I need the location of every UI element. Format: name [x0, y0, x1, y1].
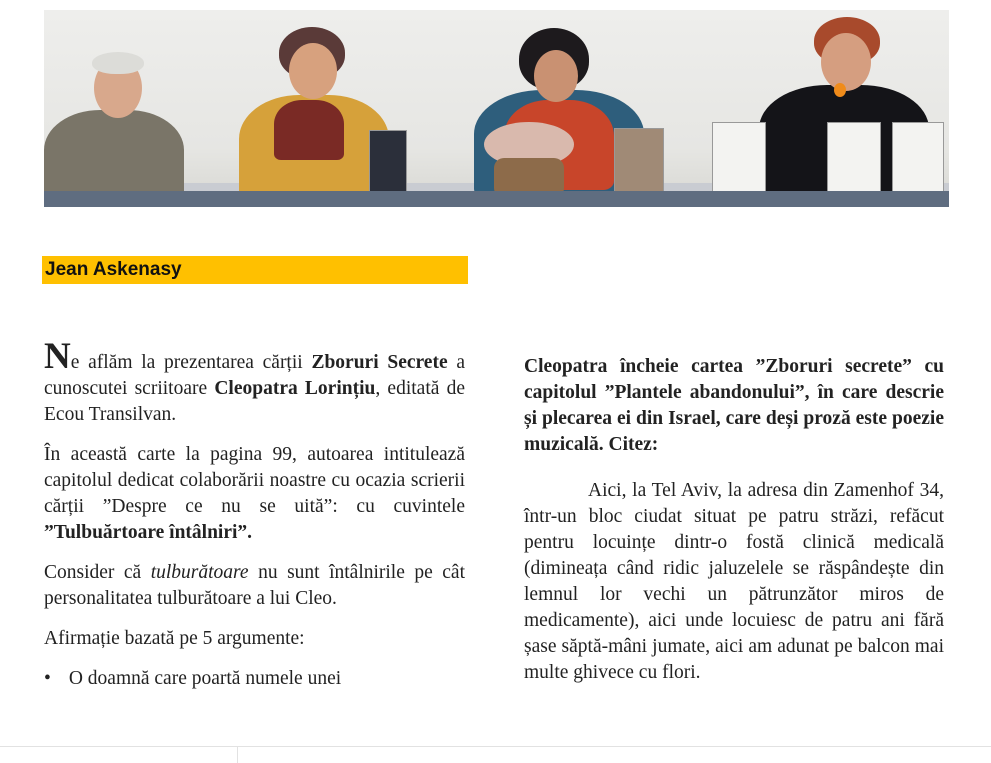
- left-column: [44, 336, 466, 692]
- book-stand-1: [712, 122, 766, 194]
- paragraph-chapter: În această carte la pagina 99, autoarea intitulează capitolul dedicat colaborării noastre cu ocazia scrierii cărții ”Despre ce nu se uită”: cu cuvintele ”Tulbuărtoare întâlniri”.: [44, 444, 465, 543]
- chapter-title: ”Tulbuărtoare întâlniri”.: [44, 522, 253, 543]
- person-man-left: [44, 50, 204, 207]
- bullet-icon: •: [44, 668, 51, 689]
- book-title: Zboruri Secrete: [311, 352, 448, 373]
- list-item: • O doamnă care poartă numele unei: [44, 666, 465, 692]
- book-stand-2: [827, 122, 881, 194]
- book-photo: [614, 128, 664, 200]
- paragraph-consider: Consider că tulburătoare nu sunt întâlnirile pe cât personalitatea tulburătoare a lui Cleo.: [44, 562, 465, 609]
- drop-cap: N: [44, 336, 71, 377]
- right-column: [524, 354, 944, 700]
- paragraph-quote: Aici, la Tel Aviv, la adresa din Zamenhof 34, într-un bloc ciudat situat pe patru străzi, refăcut pentru locuințe dintr-o fostă clinică medicală (dimineața când ridic jaluzelele se răspândește din lemnul lor vechi un pătrunzător miros de medicamente), aici unde locuiesc de patru ani fără șase săptă-mâni jumate, aici am adunat pe balcon mai multe ghivece cu flori.: [524, 480, 944, 683]
- paragraph-intro: Ne aflăm la prezentarea cărții Zboruri Secrete a cunoscutei scriitoare Cleopatra Lorințiu, editată de Ecou Transilvan.: [44, 336, 466, 425]
- event-photo: [44, 10, 949, 207]
- paragraph-closing: Cleopatra încheie cartea ”Zboruri secrete” cu capitolul ”Plantele abandonului”, în care descrie și plecarea ei din Israel, care deși proză este poezie muzicală. Citez:: [524, 356, 944, 455]
- book-stand-3: [892, 122, 944, 194]
- table: [44, 191, 949, 207]
- page-divider-tick: [237, 746, 238, 763]
- page-divider: [0, 746, 991, 747]
- author-name: Jean Askenasy: [42, 256, 468, 284]
- paragraph-arguments: Afirmație bazată pe 5 argumente:: [44, 628, 305, 649]
- writer-name: Cleopatra Lorințiu: [214, 378, 376, 399]
- page-fade: [0, 737, 991, 763]
